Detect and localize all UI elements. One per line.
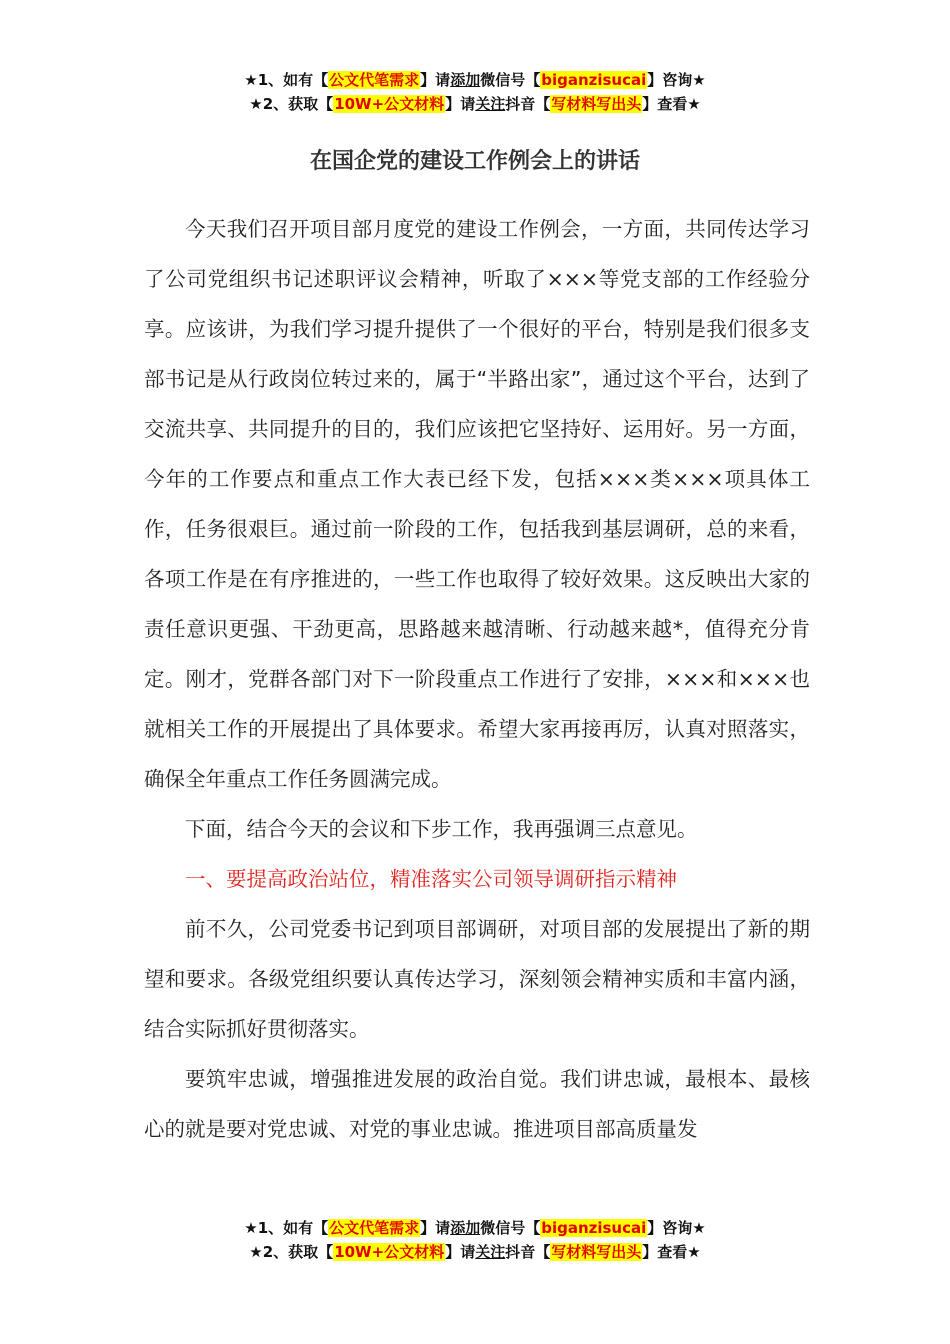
banner-underline: 关注 — [475, 1243, 506, 1261]
footer-banner — [0, 1216, 950, 1264]
paragraph: 今天我们召开项目部月度党的建设工作例会，一方面，共同传达学习了公司党组织书记述职评议会精神，听取了×××等党支部的工作经验分享。应该讲，为我们学习提升提供了一个很好的平台，特别是我们很多支部书记是从行政岗位转过来的，属于“半路出家”，通过这个平台，达到了交流共享、共同提升的目的，我们应该把它坚持好、运用好。另一方面，今年的工作要点和重点工作大表已经下发，包括×××类×××项具体工作，任务很艰巨。通过前一阶段的工作，包括我到基层调研，总的来看，各项工作是在有序推进的，一些工作也取得了较好效果。这反映出大家的责任意识更强、干劲更高，思路越来越清晰、行动越来越*，值得充分肯定。刚才，党群各部门对下一阶段重点工作进行了安排，×××和×××也就相关工作的开展提出了具体要求。希望大家再接再厉，认真对照落实，确保全年重点工作任务圆满完成。 — [144, 217, 810, 791]
banner-text: 】查看★ — [642, 95, 701, 113]
banner-underline: 关注 — [475, 95, 506, 113]
banner-line-2 — [0, 92, 950, 116]
section-heading: 一、要提高政治站位，精准落实公司领导调研指示精神 — [185, 867, 677, 891]
banner-text: 】咨询★ — [647, 71, 706, 89]
banner-text: 微信号【 — [480, 1219, 541, 1237]
paragraph: 前不久，公司党委书记到项目部调研，对项目部的发展提出了新的期望和要求。各级党组织要认真传达学习，深刻领会精神实质和丰富内涵，结合实际抓好贯彻落实。 — [144, 917, 810, 1041]
banner-line-2 — [0, 1240, 950, 1264]
banner-highlight: 10W+公文材料 — [334, 95, 445, 113]
banner-highlight: 公文代笔需求 — [329, 1219, 420, 1237]
banner-text: ★1、如有【 — [244, 71, 329, 89]
banner-text: 】咨询★ — [647, 1219, 706, 1237]
paragraph: 要筑牢忠诚，增强推进发展的政治自觉。我们讲忠诚，最根本、最核心的就是要对党忠诚、对党的事业忠诚。推进项目部高质量发 — [144, 1067, 810, 1141]
banner-text: 】请 — [445, 1243, 476, 1261]
banner-text: 微信号【 — [480, 71, 541, 89]
banner-line-1 — [0, 1216, 950, 1240]
banner-text: ★1、如有【 — [244, 1219, 329, 1237]
banner-highlight: 10W+公文材料 — [334, 1243, 445, 1261]
banner-text: 】查看★ — [642, 1243, 701, 1261]
banner-text: 】请 — [445, 95, 476, 113]
banner-text: ★2、获取【 — [249, 95, 334, 113]
wechat-id: biganzisucai — [541, 71, 647, 89]
paragraph: 下面，结合今天的会议和下步工作，我再强调三点意见。 — [185, 817, 698, 841]
banner-text: 】请 — [420, 1219, 451, 1237]
document-title: 在国企党的建设工作例会上的讲话 — [309, 149, 640, 174]
document-body — [144, 204, 810, 1154]
banner-text: 抖音【 — [505, 1243, 551, 1261]
banner-text: 】请 — [420, 71, 451, 89]
banner-highlight: 公文代笔需求 — [329, 71, 420, 89]
douyin-account: 写材料写出头 — [551, 1243, 642, 1261]
banner-text: ★2、获取【 — [249, 1243, 334, 1261]
wechat-id: biganzisucai — [541, 1219, 647, 1237]
banner-underline: 添加 — [450, 1219, 481, 1237]
banner-underline: 添加 — [450, 71, 481, 89]
header-banner — [0, 68, 950, 116]
banner-line-1 — [0, 68, 950, 92]
banner-text: 抖音【 — [505, 95, 551, 113]
douyin-account: 写材料写出头 — [551, 95, 642, 113]
